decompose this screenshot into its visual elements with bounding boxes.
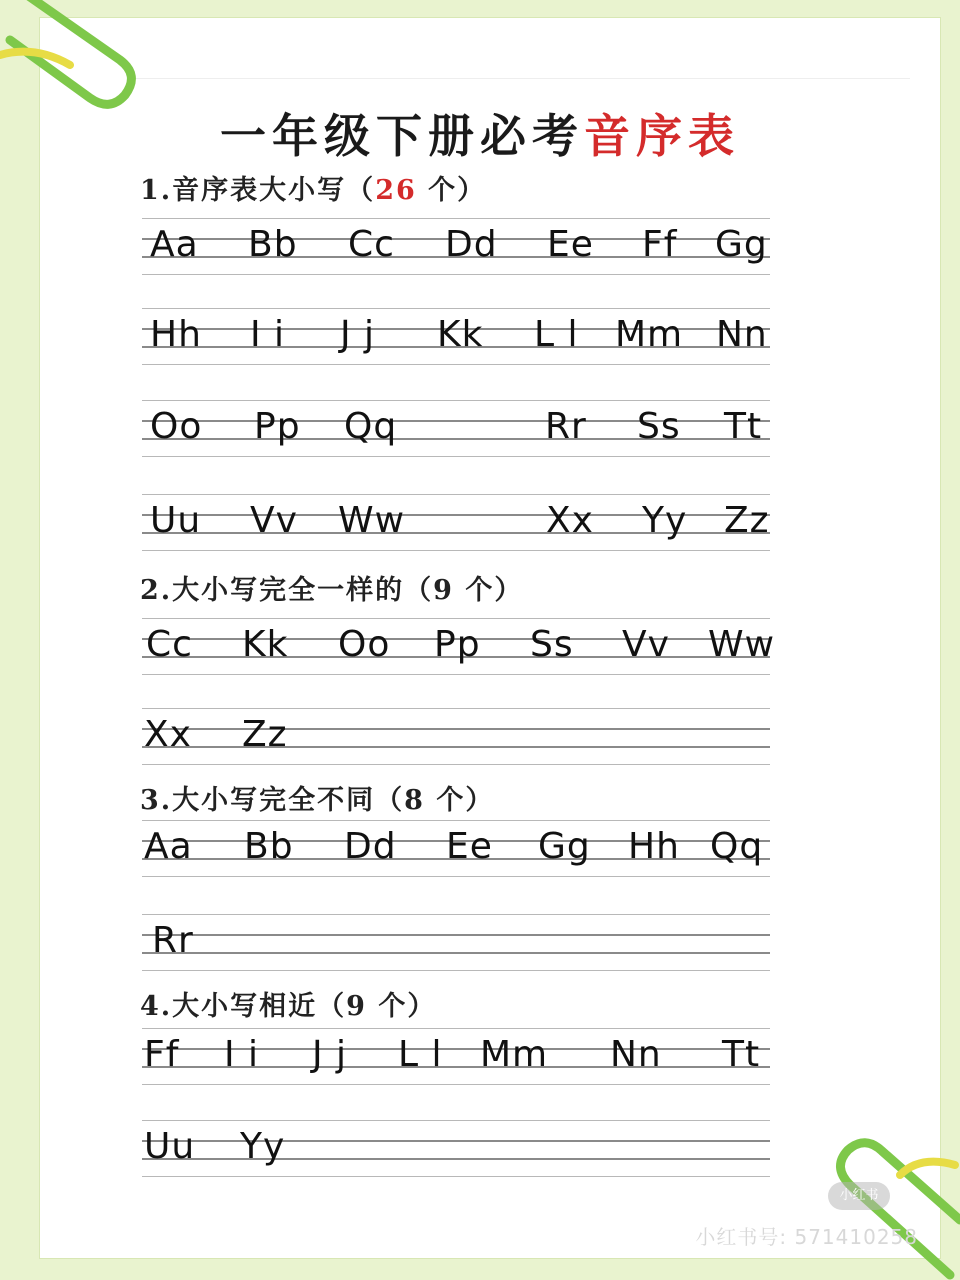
letter-pair: Aa — [144, 826, 193, 867]
letter-row-5 — [142, 620, 776, 678]
letter-pair: Ee — [446, 826, 493, 867]
letter-pair: Aa — [150, 224, 199, 265]
section-label: 1.音序表大小写（ — [140, 175, 376, 206]
letter-pair: Oo — [150, 406, 203, 447]
letter-pair: Mm — [615, 314, 684, 355]
letter-pair: Rr — [545, 406, 587, 447]
title-accent: 音序表 — [584, 109, 740, 163]
letter-pair: Qq — [344, 406, 398, 447]
letter-pair: L l — [534, 314, 579, 355]
letter-row-2 — [142, 310, 770, 368]
letter-pair: Pp — [434, 624, 481, 665]
letter-pair: Ss — [637, 406, 681, 447]
letter-row-10 — [142, 1122, 770, 1180]
letter-pair: Kk — [242, 624, 289, 665]
section-heading-1 — [140, 168, 486, 207]
letter-pair: Xx — [144, 714, 192, 755]
guide-line — [142, 820, 770, 821]
section-heading-2: 2.大小写完全一样的（9 个） — [140, 575, 524, 606]
section-count: 26 — [375, 175, 417, 206]
letter-pair: Tt — [722, 1034, 761, 1075]
title-main: 一年级下册必考 — [220, 109, 584, 163]
letter-row-1 — [142, 220, 770, 278]
guide-line — [142, 218, 770, 219]
letter-row-9 — [142, 1030, 770, 1088]
letter-pair: Vv — [622, 624, 670, 665]
letter-pair: I i — [224, 1034, 260, 1075]
page-title — [0, 100, 960, 166]
letter-pair: Bb — [248, 224, 298, 265]
letter-row-8 — [142, 916, 770, 974]
guide-line — [142, 494, 770, 495]
letter-pair: Hh — [150, 314, 202, 355]
letter-pair: L l — [398, 1034, 443, 1075]
letter-pair: Mm — [480, 1034, 549, 1075]
letter-pair: Zz — [724, 500, 770, 541]
letter-pair: Pp — [254, 406, 301, 447]
guide-line — [142, 914, 770, 915]
letter-pair: Gg — [715, 224, 768, 265]
letter-pair: Ee — [547, 224, 594, 265]
letter-pair: Ss — [530, 624, 574, 665]
letter-pair: Gg — [538, 826, 591, 867]
letter-pair: Dd — [445, 224, 498, 265]
section-heading-4: 4.大小写相近（9 个） — [140, 991, 437, 1022]
letter-pair: Yy — [240, 1126, 286, 1167]
guide-line — [142, 400, 770, 401]
letter-pair: Rr — [152, 920, 194, 961]
letter-pair: Cc — [348, 224, 395, 265]
letter-pair: Qq — [710, 826, 764, 867]
guide-line — [142, 1120, 770, 1121]
letter-pair: J j — [312, 1034, 348, 1075]
letter-pair: Ww — [708, 624, 776, 665]
section-suffix: 个） — [416, 175, 487, 206]
letter-pair: Ff — [642, 224, 678, 265]
guide-line — [142, 708, 770, 709]
letter-pair: J j — [340, 314, 376, 355]
letter-pair: Nn — [716, 314, 768, 355]
letter-pair: Hh — [628, 826, 680, 867]
letter-pair: Tt — [724, 406, 763, 447]
guide-line — [142, 1028, 770, 1029]
letter-row-4 — [142, 496, 770, 554]
letter-row-6 — [142, 710, 770, 768]
letter-pair: I i — [250, 314, 286, 355]
guide-line — [142, 618, 770, 619]
guide-line — [142, 308, 770, 309]
letter-pair: Yy — [642, 500, 688, 541]
letter-pair: Cc — [146, 624, 193, 665]
letter-row-7 — [142, 822, 770, 880]
letter-pair: Bb — [244, 826, 294, 867]
letter-pair: Uu — [150, 500, 202, 541]
letter-pair: Zz — [242, 714, 288, 755]
letter-pair: Uu — [144, 1126, 196, 1167]
letter-pair: Nn — [610, 1034, 662, 1075]
letter-pair: Vv — [250, 500, 298, 541]
app-badge: 小红书 — [828, 1182, 890, 1210]
section-heading-3: 3.大小写完全不同（8 个） — [140, 785, 495, 816]
letter-row-3 — [142, 402, 770, 460]
letter-pair: Dd — [344, 826, 397, 867]
letter-pair: Kk — [437, 314, 484, 355]
watermark: 小红书号: 571410258 — [695, 1225, 918, 1249]
letter-pair: Oo — [338, 624, 391, 665]
letter-pair: Ww — [338, 500, 406, 541]
letter-pair: Ff — [144, 1034, 180, 1075]
letter-pair: Xx — [546, 500, 594, 541]
